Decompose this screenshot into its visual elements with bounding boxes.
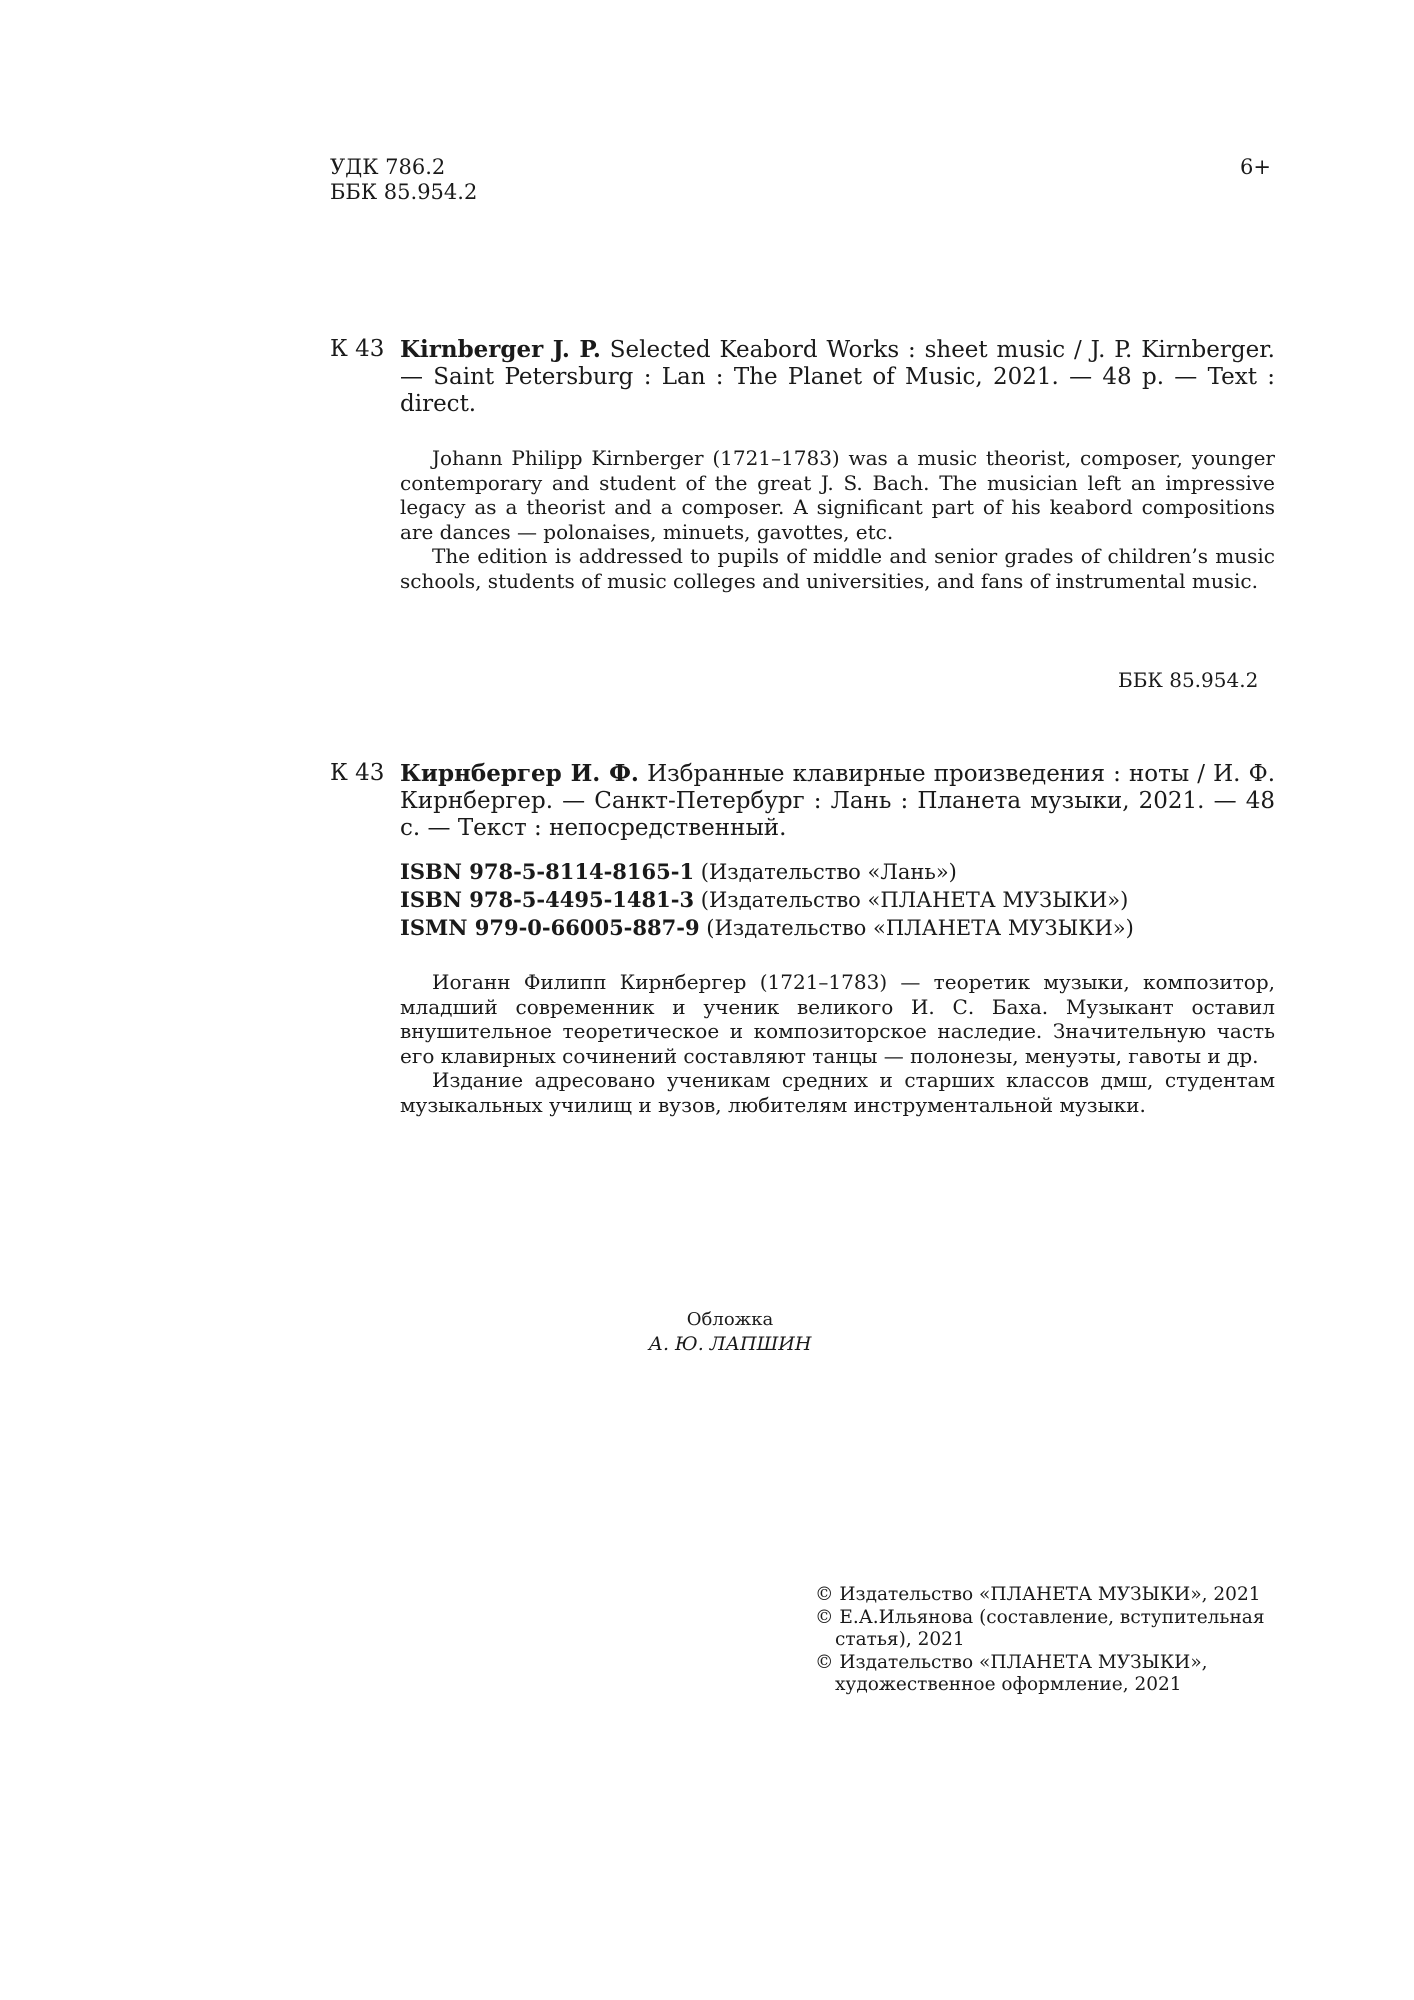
isbn-line [400, 886, 1275, 914]
classification-block [330, 155, 477, 205]
russian-catalog-card [330, 760, 1275, 1117]
copyright-block [815, 1584, 1275, 1697]
english-abstract [400, 446, 1275, 593]
cover-credit [560, 1308, 900, 1356]
isbn-line [400, 858, 1275, 886]
entry-description: Избранные клавирные произведения : ноты / И. Ф. Кирнбергер. — Санкт-Петербург : Лань : Планета музыки, 2021. — 48 с. — Текст : непосредственный. [400, 761, 1276, 841]
cover-label: Обложка [686, 1309, 774, 1330]
bbk-code-right: ББК 85.954.2 [1118, 668, 1259, 692]
bbk-code: ББК 85.954.2 [330, 180, 478, 204]
copyright-line: © Издательство «ПЛАНЕТА МУЗЫКИ», художественное оформление, 2021 [815, 1651, 1208, 1695]
abstract-paragraph: The edition is addressed to pupils of middle and senior grades of children’s music schools, students of music colleges and universities, and fans of instrumental music. [400, 544, 1275, 593]
entry-description: Selected Keabord Works : sheet music / J. P. Kirnberger. — Saint Petersburg : Lan : The Planet of Music, 2021. — 48 p. — Text : direct. [400, 337, 1275, 417]
english-catalog-card [330, 336, 1275, 593]
isbn-list [400, 858, 1275, 942]
copyright-line: © Е.А.Ильянова (составление, вступительная статья), 2021 [815, 1606, 1265, 1650]
copyright-line: © Издательство «ПЛАНЕТА МУЗЫКИ», 2021 [815, 1584, 1261, 1605]
isbn-number: ISBN 978-5-8114-8165-1 [400, 859, 695, 884]
isbn-publisher: (Издательство «ПЛАНЕТА МУЗЫКИ») [700, 888, 1129, 912]
english-bibliographic-entry [330, 336, 1275, 418]
abstract-paragraph: Johann Philipp Kirnberger (1721–1783) was a music theorist, composer, younger contemporary and student of the great J. S. Bach. The musician left an impressive legacy as a theorist and a composer. A significant part of his keabord compositions are dances — polonaises, minuets, gavottes, etc. [400, 446, 1275, 544]
ismn-number: ISMN 979-0-66005-887-9 [400, 915, 700, 940]
author-name: Кирнбергер И. Ф. [400, 760, 639, 787]
author-name: Kirnberger J. P. [400, 336, 601, 363]
age-rating: 6+ [1240, 155, 1271, 179]
isbn-number: ISBN 978-5-4495-1481-3 [400, 887, 695, 912]
author-code: К 43 [330, 336, 385, 362]
abstract-paragraph: Иоганн Филипп Кирнбергер (1721–1783) — теоретик музыки, композитор, младший современник и ученик великого И. С. Баха. Музыкант оставил внушительное теоретическое и композиторское наследие. Значительную часть его клавирных сочинений составляют танцы — полонезы, менуэты, гавоты и др. [400, 970, 1275, 1068]
author-code: К 43 [330, 760, 385, 786]
russian-bibliographic-entry [330, 760, 1275, 842]
abstract-paragraph: Издание адресовано ученикам средних и старших классов дмш, студентам музыкальных училищ и вузов, любителям инструментальной музыки. [400, 1068, 1275, 1117]
russian-abstract [400, 970, 1275, 1117]
cover-designer: А. Ю. ЛАПШИН [648, 1333, 812, 1355]
ismn-publisher: (Издательство «ПЛАНЕТА МУЗЫКИ») [706, 916, 1134, 940]
isbn-publisher: (Издательство «Лань») [700, 860, 957, 884]
udk-code: УДК 786.2 [330, 155, 446, 179]
ismn-line [400, 914, 1275, 942]
